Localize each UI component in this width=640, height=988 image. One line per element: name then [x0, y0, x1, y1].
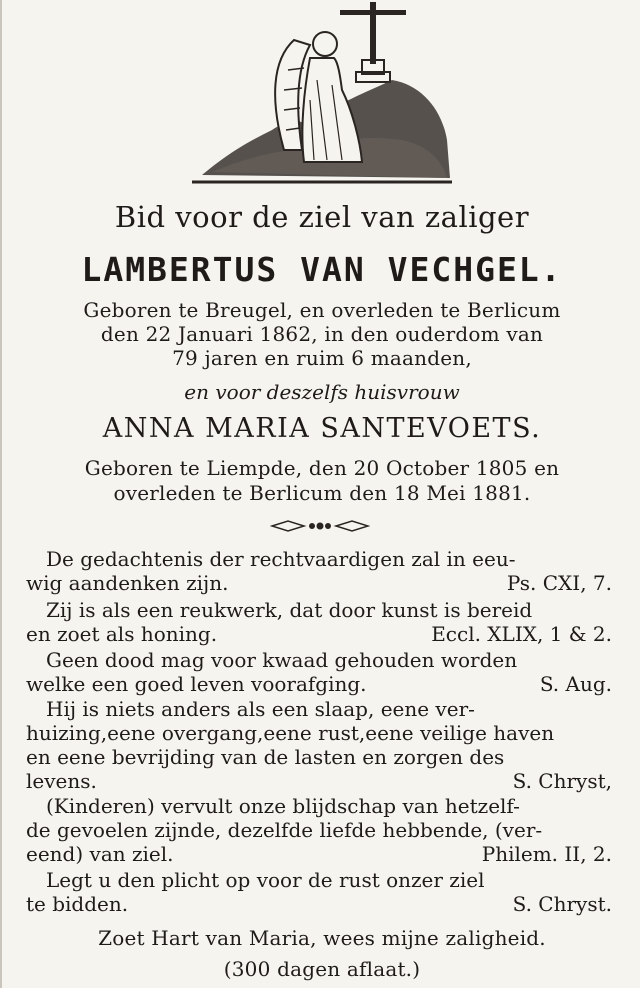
quote-4-line-4: [26, 769, 612, 793]
bio2-line-1: Geboren te Liempde, den 20 October 1805 en: [84, 456, 560, 480]
quote-1-reference: Ps. CXI, 7.: [506, 571, 612, 595]
quote-1-line-1: De gedachtenis der rechtvaardigen zal in eeu-: [46, 547, 516, 571]
deceased-name-1: LAMBERTUS VAN VECHGEL.: [81, 250, 563, 289]
deceased-name-2: ANNA MARIA SANTEVOETS.: [102, 413, 542, 444]
bio1-line-3: 79 jaren en ruim 6 maanden,: [172, 346, 472, 370]
quote-2-line-1: Zij is als een reukwerk, dat door kunst is bereid: [46, 598, 533, 622]
quote-2-line-2: [26, 622, 612, 646]
bio1-line-1: Geboren te Breugel, en overleden te Berlicum: [83, 298, 561, 322]
quote-5-line-1: (Kinderen) vervult onze blijdschap van hetzelf-: [46, 794, 520, 818]
bio2-line-2: overleden te Berlicum den 18 Mei 1881.: [113, 481, 531, 505]
quote-5-text: eend) van ziel.: [26, 842, 174, 866]
quote-4-reference: S. Chryst,: [512, 769, 612, 793]
indulgence-note: (300 dagen aflaat.): [223, 957, 421, 981]
quote-3-line-2: [26, 672, 612, 696]
quote-4-line-2: huizing,eene overgang,eene rust,eene veilige haven: [26, 721, 555, 745]
quote-2-text: en zoet als honing.: [26, 622, 218, 646]
quote-5-line-2: de gevoelen zijnde, dezelfde liefde hebbende, (ver-: [26, 818, 543, 842]
quote-1-text: wig aandenken zijn.: [26, 571, 229, 595]
quote-4-line-3: en eene bevrijding van de lasten en zorgen des: [26, 745, 505, 769]
quote-3-reference: S. Aug.: [539, 672, 612, 696]
quote-4-text: levens.: [26, 769, 97, 793]
quote-5-reference: Philem. II, 2.: [481, 842, 612, 866]
quote-5-line-3: [26, 842, 612, 866]
quote-6-reference: S. Chryst.: [512, 892, 612, 916]
ornament-divider: [270, 519, 370, 533]
spouse-intro: en voor deszelfs huisvrouw: [184, 380, 460, 404]
angel-cross-illustration: [192, 0, 452, 190]
quote-1-line-2: [26, 571, 612, 595]
quote-3-text: welke een goed leven voorafging.: [26, 672, 367, 696]
closing-prayer: Zoet Hart van Maria, wees mijne zaligheid.: [98, 926, 546, 950]
prayer-heading: Bid voor de ziel van zaliger: [114, 200, 530, 234]
quote-2-reference: Eccl. XLIX, 1 & 2.: [431, 622, 612, 646]
quote-4-line-1: Hij is niets anders als een slaap, eene ver-: [46, 697, 475, 721]
bio1-line-2: den 22 Januari 1862, in den ouderdom van: [100, 322, 544, 346]
quote-6-line-1: Legt u den plicht op voor de rust onzer ziel: [46, 868, 485, 892]
quote-3-line-1: Geen dood mag voor kwaad gehouden worden: [46, 648, 518, 672]
quote-6-line-2: [26, 892, 612, 916]
quote-6-text: te bidden.: [26, 892, 129, 916]
